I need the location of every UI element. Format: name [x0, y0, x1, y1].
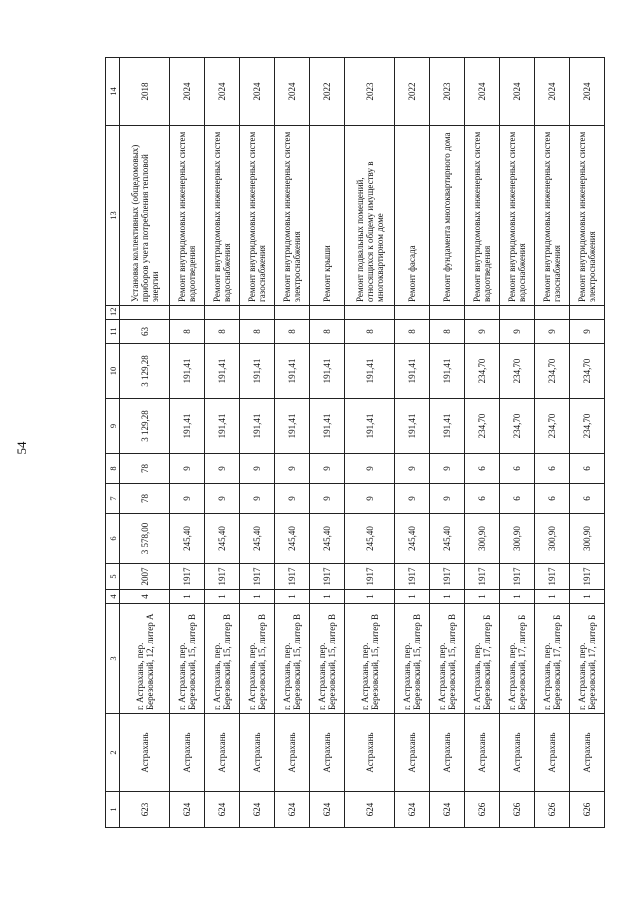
- table-cell-col-14: 2024: [534, 58, 569, 126]
- table-cell-col-8: 78: [120, 454, 170, 484]
- table-cell-col-1: 624: [170, 792, 205, 828]
- table-cell-col-14: 2024: [275, 58, 310, 126]
- table-cell-col-8: 9: [395, 454, 430, 484]
- table-cell-col-6: 245,40: [205, 514, 240, 564]
- table-cell-col-8: 9: [430, 454, 465, 484]
- table-cell-col-13: Ремонт внутридомовых инженерных систем электроснабжения: [275, 126, 310, 306]
- table-body: [120, 58, 605, 828]
- column-header: 3: [106, 604, 120, 714]
- table-row: [465, 58, 500, 828]
- table-cell-col-6: 245,40: [275, 514, 310, 564]
- table-cell-col-6: 300,90: [534, 514, 569, 564]
- table-cell-col-14: 2024: [569, 58, 604, 126]
- table-cell-col-1: 626: [534, 792, 569, 828]
- table-cell-col-9: 234,70: [465, 399, 500, 454]
- table-cell-col-3: г. Астрахань, пер. Березовский, 12, литер А: [120, 604, 170, 714]
- table-cell-col-8: 9: [240, 454, 275, 484]
- column-header: 12: [106, 306, 120, 320]
- column-header: 4: [106, 590, 120, 604]
- table-cell-col-11: 8: [240, 320, 275, 344]
- table-cell-col-12: [395, 306, 430, 320]
- table-cell-col-7: 9: [205, 484, 240, 514]
- table-cell-col-6: 300,90: [465, 514, 500, 564]
- table-cell-col-10: 234,70: [534, 344, 569, 399]
- table-cell-col-10: 191,41: [430, 344, 465, 399]
- table-wrapper: [105, 58, 605, 828]
- table-cell-col-14: 2024: [499, 58, 534, 126]
- table-cell-col-11: 9: [465, 320, 500, 344]
- table-cell-col-3: г. Астрахань, пер. Березовский, 15, литер В: [240, 604, 275, 714]
- table-cell-col-2: Астрахань: [395, 714, 430, 792]
- column-header: 8: [106, 454, 120, 484]
- table-cell-col-12: [344, 306, 394, 320]
- table-cell-col-8: 9: [309, 454, 344, 484]
- table-cell-col-4: 4: [120, 590, 170, 604]
- table-cell-col-9: 191,41: [275, 399, 310, 454]
- table-cell-col-7: 9: [395, 484, 430, 514]
- table-cell-col-6: 245,40: [240, 514, 275, 564]
- table-cell-col-1: 624: [395, 792, 430, 828]
- table-cell-col-7: 78: [120, 484, 170, 514]
- column-header: 11: [106, 320, 120, 344]
- table-cell-col-12: [120, 306, 170, 320]
- table-cell-col-12: [499, 306, 534, 320]
- table-cell-col-4: 1: [205, 590, 240, 604]
- table-cell-col-9: 191,41: [170, 399, 205, 454]
- table-cell-col-12: [430, 306, 465, 320]
- table-cell-col-11: 63: [120, 320, 170, 344]
- table-cell-col-3: г. Астрахань, пер. Березовский, 17, литер Б: [465, 604, 500, 714]
- column-header: 6: [106, 514, 120, 564]
- table-cell-col-10: 234,70: [499, 344, 534, 399]
- table-cell-col-13: Ремонт внутридомовых инженерных систем водоснабжения: [205, 126, 240, 306]
- table-cell-col-1: 624: [309, 792, 344, 828]
- table-cell-col-8: 6: [499, 454, 534, 484]
- table-cell-col-2: Астрахань: [430, 714, 465, 792]
- table-cell-col-7: 9: [240, 484, 275, 514]
- table-cell-col-6: 245,40: [170, 514, 205, 564]
- table-cell-col-7: 6: [534, 484, 569, 514]
- table-cell-col-6: 300,90: [569, 514, 604, 564]
- table-cell-col-5: 1917: [240, 564, 275, 590]
- table-cell-col-3: г. Астрахань, пер. Березовский, 15, литер В: [309, 604, 344, 714]
- table-cell-col-2: Астрахань: [465, 714, 500, 792]
- table-cell-col-5: 2007: [120, 564, 170, 590]
- table-cell-col-12: [170, 306, 205, 320]
- table-cell-col-6: 300,90: [499, 514, 534, 564]
- table-cell-col-2: Астрахань: [309, 714, 344, 792]
- table-row: [240, 58, 275, 828]
- table-cell-col-13: Ремонт внутридомовых инженерных систем водоотведения: [170, 126, 205, 306]
- table-cell-col-12: [309, 306, 344, 320]
- table-cell-col-7: 9: [275, 484, 310, 514]
- table-cell-col-4: 1: [499, 590, 534, 604]
- table-cell-col-8: 6: [569, 454, 604, 484]
- table-cell-col-6: 245,40: [309, 514, 344, 564]
- table-cell-col-12: [534, 306, 569, 320]
- table-cell-col-4: 1: [170, 590, 205, 604]
- table-cell-col-2: Астрахань: [344, 714, 394, 792]
- table-cell-col-2: Астрахань: [205, 714, 240, 792]
- table-cell-col-4: 1: [465, 590, 500, 604]
- table-cell-col-13: Установка коллективных (общедомовых) приборов учета потребления тепловой энергии: [120, 126, 170, 306]
- table-row: [569, 58, 604, 828]
- table-cell-col-10: 191,41: [205, 344, 240, 399]
- table-cell-col-5: 1917: [170, 564, 205, 590]
- table-cell-col-13: Ремонт внутридомовых инженерных систем газоснабжения: [240, 126, 275, 306]
- table-cell-col-7: 6: [499, 484, 534, 514]
- table-cell-col-4: 1: [569, 590, 604, 604]
- table-cell-col-6: 245,40: [344, 514, 394, 564]
- table-cell-col-2: Астрахань: [170, 714, 205, 792]
- table-cell-col-3: г. Астрахань, пер. Березовский, 15, литер В: [344, 604, 394, 714]
- table-cell-col-12: [240, 306, 275, 320]
- table-cell-col-1: 624: [344, 792, 394, 828]
- table-cell-col-1: 624: [275, 792, 310, 828]
- table-cell-col-14: 2024: [465, 58, 500, 126]
- table-cell-col-4: 1: [275, 590, 310, 604]
- table-row: [205, 58, 240, 828]
- table-cell-col-11: 8: [430, 320, 465, 344]
- table-cell-col-2: Астрахань: [120, 714, 170, 792]
- table-row: [395, 58, 430, 828]
- table-cell-col-3: г. Астрахань, пер. Березовский, 15, литер В: [395, 604, 430, 714]
- table-cell-col-11: 9: [499, 320, 534, 344]
- table-cell-col-5: 1917: [499, 564, 534, 590]
- table-cell-col-11: 8: [170, 320, 205, 344]
- table-cell-col-7: 6: [569, 484, 604, 514]
- table-cell-col-5: 1917: [569, 564, 604, 590]
- table-cell-col-6: 3 578,00: [120, 514, 170, 564]
- page-number: 54: [14, 441, 29, 455]
- table-cell-col-10: 191,41: [395, 344, 430, 399]
- table-cell-col-3: г. Астрахань, пер. Березовский, 15, литер В: [275, 604, 310, 714]
- table-cell-col-13: Ремонт крыши: [309, 126, 344, 306]
- table-cell-col-13: Ремонт внутридомовых инженерных систем электроснабжения: [569, 126, 604, 306]
- table-cell-col-14: 2024: [205, 58, 240, 126]
- table-cell-col-11: 9: [569, 320, 604, 344]
- table-cell-col-11: 8: [309, 320, 344, 344]
- table-row: [275, 58, 310, 828]
- table-cell-col-5: 1917: [205, 564, 240, 590]
- table-cell-col-11: 8: [205, 320, 240, 344]
- column-header: 1: [106, 792, 120, 828]
- rotated-table-region: [105, 58, 605, 828]
- table-cell-col-5: 1917: [344, 564, 394, 590]
- table-cell-col-1: 626: [465, 792, 500, 828]
- column-header: 10: [106, 344, 120, 399]
- table-cell-col-6: 245,40: [395, 514, 430, 564]
- table-cell-col-13: Ремонт внутридомовых инженерных систем водоснабжения: [499, 126, 534, 306]
- table-cell-col-7: 6: [465, 484, 500, 514]
- table-cell-col-6: 245,40: [430, 514, 465, 564]
- table-cell-col-9: 191,41: [395, 399, 430, 454]
- column-header: 7: [106, 484, 120, 514]
- table-cell-col-12: [465, 306, 500, 320]
- column-header: 9: [106, 399, 120, 454]
- table-cell-col-14: 2023: [344, 58, 394, 126]
- table-cell-col-10: 3 129,28: [120, 344, 170, 399]
- table-cell-col-7: 9: [344, 484, 394, 514]
- table-cell-col-1: 624: [205, 792, 240, 828]
- table-cell-col-11: 9: [534, 320, 569, 344]
- table-cell-col-13: Ремонт фундамента многоквартирного дома: [430, 126, 465, 306]
- table-cell-col-3: г. Астрахань, пер. Березовский, 17, литер Б: [499, 604, 534, 714]
- table-cell-col-14: 2022: [309, 58, 344, 126]
- table-cell-col-1: 624: [240, 792, 275, 828]
- table-cell-col-14: 2022: [395, 58, 430, 126]
- table-cell-col-8: 9: [205, 454, 240, 484]
- table-cell-col-5: 1917: [395, 564, 430, 590]
- table-cell-col-4: 1: [344, 590, 394, 604]
- table-cell-col-4: 1: [395, 590, 430, 604]
- table-cell-col-1: 624: [430, 792, 465, 828]
- table-cell-col-3: г. Астрахань, пер. Березовский, 15, литер В: [170, 604, 205, 714]
- table-cell-col-2: Астрахань: [240, 714, 275, 792]
- table-cell-col-8: 9: [275, 454, 310, 484]
- table-cell-col-9: 234,70: [499, 399, 534, 454]
- table-cell-col-9: 191,41: [205, 399, 240, 454]
- table-cell-col-3: г. Астрахань, пер. Березовский, 17, литер Б: [569, 604, 604, 714]
- table-cell-col-2: Астрахань: [534, 714, 569, 792]
- table-row: [344, 58, 394, 828]
- table-row: [309, 58, 344, 828]
- table-cell-col-10: 191,41: [275, 344, 310, 399]
- table-cell-col-12: [569, 306, 604, 320]
- table-cell-col-9: 234,70: [534, 399, 569, 454]
- table-cell-col-13: Ремонт внутридомовых инженерных систем газоснабжения: [534, 126, 569, 306]
- table-cell-col-9: 191,41: [344, 399, 394, 454]
- table-cell-col-9: 3 129,28: [120, 399, 170, 454]
- table-cell-col-13: Ремонт внутридомовых инженерных систем водоотведения: [465, 126, 500, 306]
- table-cell-col-4: 1: [534, 590, 569, 604]
- table-cell-col-9: 191,41: [240, 399, 275, 454]
- table-cell-col-11: 8: [395, 320, 430, 344]
- table-cell-col-3: г. Астрахань, пер. Березовский, 17, литер Б: [534, 604, 569, 714]
- table-cell-col-10: 234,70: [465, 344, 500, 399]
- table-cell-col-5: 1917: [430, 564, 465, 590]
- table-cell-col-8: 9: [170, 454, 205, 484]
- table-cell-col-3: г. Астрахань, пер. Березовский, 15, литер В: [430, 604, 465, 714]
- column-header: 2: [106, 714, 120, 792]
- table-cell-col-10: 191,41: [170, 344, 205, 399]
- table-row: [120, 58, 170, 828]
- table-row: [499, 58, 534, 828]
- table-cell-col-8: 9: [344, 454, 394, 484]
- table-cell-col-12: [205, 306, 240, 320]
- table-cell-col-9: 191,41: [430, 399, 465, 454]
- table-cell-col-13: Ремонт фасада: [395, 126, 430, 306]
- table-cell-col-8: 6: [465, 454, 500, 484]
- table-cell-col-12: [275, 306, 310, 320]
- header-row: [106, 58, 120, 828]
- table-cell-col-1: 626: [569, 792, 604, 828]
- table-cell-col-8: 6: [534, 454, 569, 484]
- table-cell-col-2: Астрахань: [275, 714, 310, 792]
- table-cell-col-9: 234,70: [569, 399, 604, 454]
- table-cell-col-2: Астрахань: [499, 714, 534, 792]
- repair-schedule-table: [105, 57, 605, 828]
- table-cell-col-5: 1917: [534, 564, 569, 590]
- table-cell-col-10: 234,70: [569, 344, 604, 399]
- table-cell-col-1: 623: [120, 792, 170, 828]
- table-row: [430, 58, 465, 828]
- table-cell-col-7: 9: [309, 484, 344, 514]
- column-header: 5: [106, 564, 120, 590]
- table-cell-col-10: 191,41: [309, 344, 344, 399]
- table-cell-col-5: 1917: [465, 564, 500, 590]
- table-cell-col-14: 2024: [170, 58, 205, 126]
- table-cell-col-11: 8: [275, 320, 310, 344]
- table-cell-col-5: 1917: [275, 564, 310, 590]
- table-cell-col-9: 191,41: [309, 399, 344, 454]
- table-cell-col-14: 2018: [120, 58, 170, 126]
- table-row: [170, 58, 205, 828]
- table-cell-col-14: 2023: [430, 58, 465, 126]
- table-cell-col-4: 1: [240, 590, 275, 604]
- column-header: 13: [106, 126, 120, 306]
- table-cell-col-2: Астрахань: [569, 714, 604, 792]
- column-header: 14: [106, 58, 120, 126]
- table-cell-col-14: 2024: [240, 58, 275, 126]
- table-cell-col-5: 1917: [309, 564, 344, 590]
- table-cell-col-1: 626: [499, 792, 534, 828]
- table-cell-col-7: 9: [430, 484, 465, 514]
- table-cell-col-10: 191,41: [344, 344, 394, 399]
- table-row: [534, 58, 569, 828]
- table-cell-col-4: 1: [430, 590, 465, 604]
- table-cell-col-13: Ремонт подвальных помещений, относящихся к общему имуществу в многоквартирном доме: [344, 126, 394, 306]
- table-cell-col-3: г. Астрахань, пер. Березовский, 15, литер В: [205, 604, 240, 714]
- table-cell-col-4: 1: [309, 590, 344, 604]
- table-cell-col-10: 191,41: [240, 344, 275, 399]
- table-cell-col-11: 8: [344, 320, 394, 344]
- table-cell-col-7: 9: [170, 484, 205, 514]
